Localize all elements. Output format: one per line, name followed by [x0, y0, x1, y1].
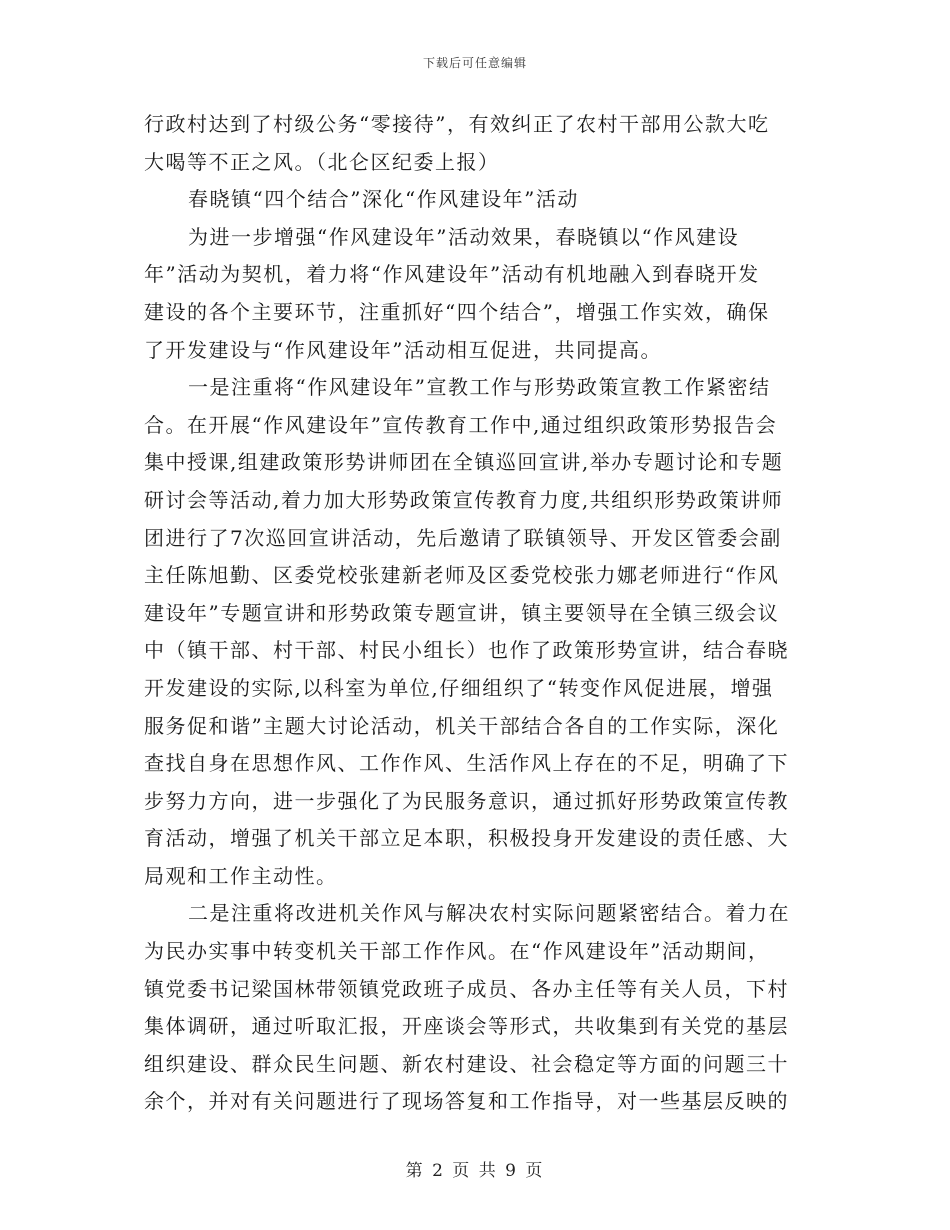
text-line: 余个，并对有关问题进行了现场答复和工作指导，对一些基层反映的	[144, 1089, 789, 1114]
text-line: 集中授课,组建政策形势讲师团在全镇巡回宣讲,举办专题讨论和专题	[144, 450, 784, 475]
text-line: 镇党委书记梁国林带领镇党政班子成员、各办主任等有关人员，下村	[144, 976, 789, 1001]
text-line: 行政村达到了村级公务“零接待”，有效纠正了农村干部用公款大吃	[144, 112, 770, 136]
text-line: 开发建设的实际,以科室为单位,仔细组织了“转变作风促进展，增强	[144, 675, 774, 700]
text-line: 服务促和谐”主题大讨论活动，机关干部结合各自的工作实际，深化	[144, 713, 780, 738]
text-line: 二是注重将改进机关作风与解决农村实际问题紧密结合。着力在	[188, 901, 790, 926]
document-body	[144, 106, 802, 1121]
section-title: 春晓镇“四个结合”深化“作风建设年”活动	[188, 187, 579, 212]
text-line: 局观和工作主动性。	[144, 863, 338, 888]
text-line: 研讨会等活动,着力加大形势政策宣传教育力度,共组织形势政策讲师	[144, 487, 784, 512]
text-line: 为进一步增强“作风建设年”活动效果，春晓镇以“作风建设	[188, 224, 740, 249]
text-line: 建设年”专题宣讲和形势政策专题宣讲，镇主要领导在全镇三级会议	[144, 600, 780, 625]
text-line: 查找自身在思想作风、工作作风、生活作风上存在的不足，明确了下	[144, 751, 789, 776]
text-line: 了开发建设与“作风建设年”活动相互促进，共同提高。	[144, 337, 662, 362]
text-line: 步努力方向，进一步强化了为民服务意识，通过抓好形势政策宣传教	[144, 788, 789, 813]
text-line: 育活动，增强了机关干部立足本职，积极投身开发建设的责任感、大	[144, 826, 789, 851]
text-line: 为民办实事中转变机关干部工作作风。在“作风建设年”活动期间，	[144, 939, 770, 964]
text-line: 建设的各个主要环节，注重抓好“四个结合”，增强工作实效，确保	[144, 299, 770, 324]
text-line: 集体调研，通过听取汇报，开座谈会等形式，共收集到有关党的基层	[144, 1014, 789, 1039]
text-line: 团进行了7次巡回宣讲活动，先后邀请了联镇领导、开发区管委会副	[144, 525, 782, 550]
text-line: 中（镇干部、村干部、村民小组长）也作了政策形势宣讲，结合春晓	[144, 638, 789, 663]
text-line: 年”活动为契机，着力将“作风建设年”活动有机地融入到春晓开发	[144, 262, 760, 287]
text-line: 合。在开展“作风建设年”宣传教育工作中,通过组织政策形势报告会	[144, 412, 778, 437]
text-line: 组织建设、群众民生问题、新农村建设、社会稳定等方面的问题三十	[144, 1051, 789, 1076]
text-line: 大喝等不正之风。（北仑区纪委上报）	[144, 149, 500, 174]
text-line: 一是注重将“作风建设年”宣教工作与形势政策宣教工作紧密结	[188, 375, 771, 400]
page-number: 第 2 页 共 9 页	[405, 1161, 545, 1181]
text-line: 主任陈旭勤、区委党校张建新老师及区委党校张力娜老师进行“作风	[144, 563, 780, 588]
page-header: 下载后可任意编辑	[422, 56, 527, 70]
